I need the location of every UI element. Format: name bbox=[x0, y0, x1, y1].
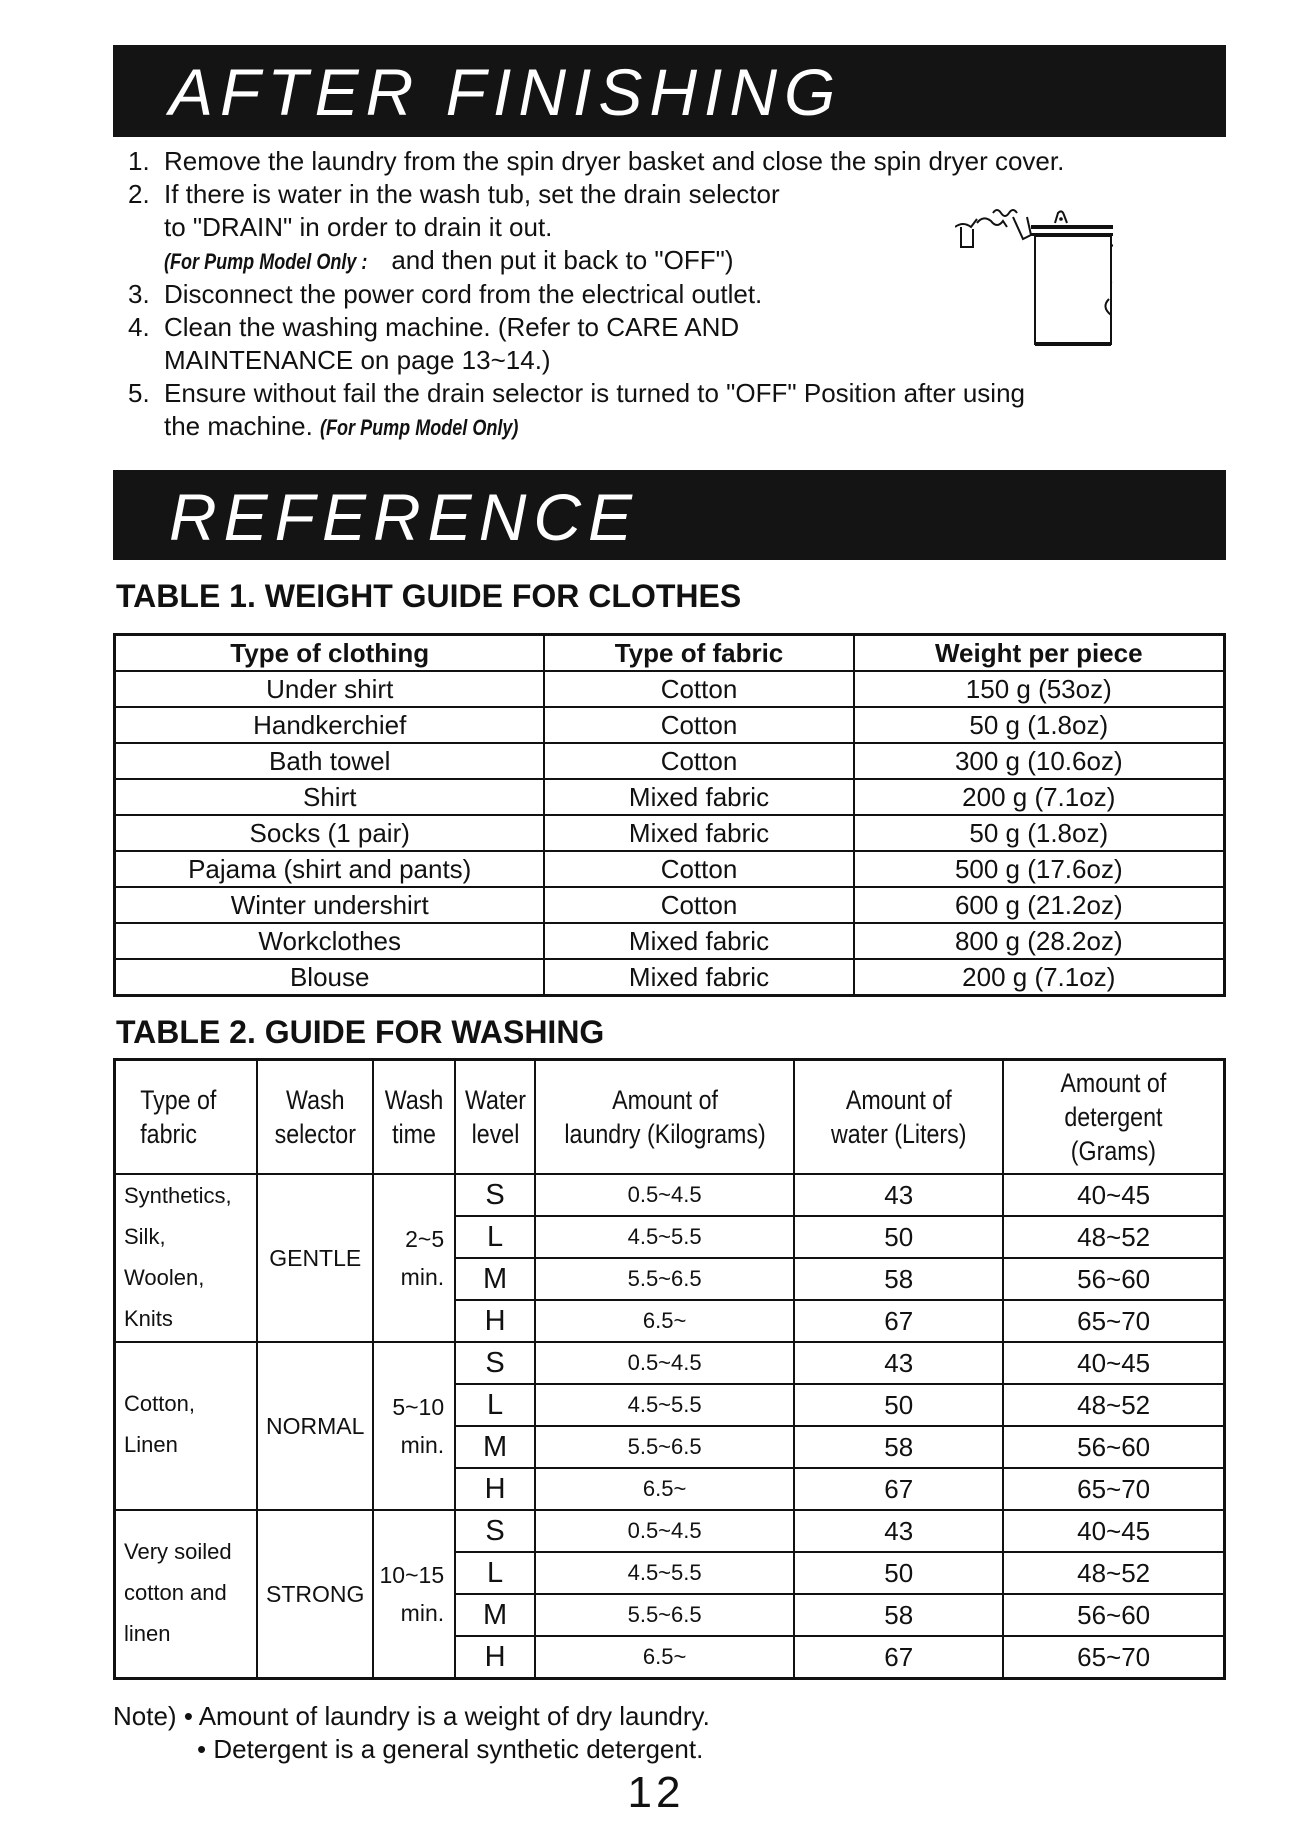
table-row bbox=[115, 923, 1225, 959]
wash-selector-cell: NORMAL bbox=[257, 1342, 373, 1510]
weight-cell: 200 g (7.1oz) bbox=[854, 959, 1225, 996]
water-level-cell: M bbox=[455, 1426, 535, 1468]
clothing-cell: Handkerchief bbox=[115, 707, 545, 743]
table-row bbox=[115, 887, 1225, 923]
header-type-of-clothing: Type of clothing bbox=[115, 635, 545, 672]
fabric-line: cotton and bbox=[124, 1580, 227, 1605]
header-wash-selector: Wash selector bbox=[257, 1060, 373, 1175]
wash-selector-cell: GENTLE bbox=[257, 1174, 373, 1342]
fabric-cell: Cotton bbox=[544, 707, 853, 743]
wash-time-line: min. bbox=[400, 1600, 445, 1626]
fabric-line: Synthetics, bbox=[124, 1183, 232, 1208]
detergent-amount-cell: 48~52 bbox=[1003, 1216, 1224, 1258]
header-wash-time: Wash time bbox=[373, 1060, 455, 1175]
detergent-amount-cell: 40~45 bbox=[1003, 1174, 1224, 1216]
water-amount-cell: 50 bbox=[794, 1216, 1003, 1258]
table-row bbox=[115, 671, 1225, 707]
step-text-line: MAINTENANCE on page 13~14.) bbox=[164, 345, 551, 375]
laundry-amount-cell: 0.5~4.5 bbox=[535, 1174, 794, 1216]
wash-time-cell bbox=[373, 1510, 455, 1679]
fabric-cell: Mixed fabric bbox=[544, 815, 853, 851]
table-row bbox=[115, 959, 1225, 996]
step-text: Remove the laundry from the spin dryer basket and close the spin dryer cover. bbox=[164, 146, 1065, 176]
clothing-cell: Bath towel bbox=[115, 743, 545, 779]
detergent-amount-cell: 48~52 bbox=[1003, 1384, 1224, 1426]
table-row bbox=[115, 1342, 1225, 1384]
laundry-amount-cell: 5.5~6.5 bbox=[535, 1594, 794, 1636]
wash-time-line: min. bbox=[400, 1264, 445, 1290]
water-amount-cell: 67 bbox=[794, 1636, 1003, 1679]
note-item: • Amount of laundry is a weight of dry laundry. bbox=[183, 1701, 710, 1731]
step-text-line bbox=[164, 410, 1208, 444]
reference-title: REFERENCE bbox=[169, 480, 640, 554]
detergent-amount-cell: 56~60 bbox=[1003, 1594, 1224, 1636]
laundry-amount-cell: 0.5~4.5 bbox=[535, 1510, 794, 1552]
table-header-row bbox=[115, 1060, 1225, 1175]
fabric-line: Very soiled bbox=[124, 1539, 232, 1564]
weight-cell: 50 g (1.8oz) bbox=[854, 815, 1225, 851]
water-level-cell: S bbox=[455, 1174, 535, 1216]
table-row bbox=[115, 1510, 1225, 1552]
detergent-amount-cell: 65~70 bbox=[1003, 1300, 1224, 1342]
step-text-line: Ensure without fail the drain selector is turned to "OFF" Position after using bbox=[164, 378, 1025, 408]
water-level-cell: L bbox=[455, 1384, 535, 1426]
table1-title: TABLE 1. WEIGHT GUIDE FOR CLOTHES bbox=[116, 578, 742, 614]
detergent-amount-cell: 40~45 bbox=[1003, 1342, 1224, 1384]
clothing-cell: Blouse bbox=[115, 959, 545, 996]
after-finishing-banner bbox=[113, 45, 1226, 137]
water-amount-cell: 43 bbox=[794, 1174, 1003, 1216]
step-5 bbox=[128, 377, 1208, 444]
water-level-cell: L bbox=[455, 1552, 535, 1594]
note-label: Note) bbox=[113, 1701, 177, 1731]
table-row bbox=[115, 743, 1225, 779]
laundry-amount-cell: 0.5~4.5 bbox=[535, 1342, 794, 1384]
water-amount-cell: 50 bbox=[794, 1384, 1003, 1426]
weight-cell: 150 g (53oz) bbox=[854, 671, 1225, 707]
header-amount-of-water: Amount of water (Liters) bbox=[794, 1060, 1003, 1175]
fabric-cell: Cotton bbox=[544, 851, 853, 887]
laundry-amount-cell: 4.5~5.5 bbox=[535, 1384, 794, 1426]
table-row bbox=[115, 779, 1225, 815]
note-item: • Detergent is a general synthetic detergent. bbox=[197, 1734, 704, 1764]
wash-selector-cell: STRONG bbox=[257, 1510, 373, 1679]
water-amount-cell: 58 bbox=[794, 1426, 1003, 1468]
water-amount-cell: 58 bbox=[794, 1258, 1003, 1300]
fabric-cell: Cotton bbox=[544, 671, 853, 707]
fabric-line: Silk, bbox=[124, 1224, 166, 1249]
step-number: 3. bbox=[128, 279, 150, 309]
step-number: 2. bbox=[128, 179, 150, 209]
laundry-amount-cell: 4.5~5.5 bbox=[535, 1216, 794, 1258]
table-row bbox=[115, 851, 1225, 887]
laundry-amount-cell: 6.5~ bbox=[535, 1468, 794, 1510]
washer-with-drain-hose-icon bbox=[955, 205, 1113, 355]
pump-note-text: and then put it back to "OFF") bbox=[384, 245, 734, 275]
clothing-cell: Shirt bbox=[115, 779, 545, 815]
water-amount-cell: 43 bbox=[794, 1510, 1003, 1552]
detergent-amount-cell: 65~70 bbox=[1003, 1468, 1224, 1510]
table-row bbox=[115, 707, 1225, 743]
wash-time-cell bbox=[373, 1342, 455, 1510]
water-level-cell: L bbox=[455, 1216, 535, 1258]
fabric-type-cell bbox=[115, 1342, 258, 1510]
water-amount-cell: 58 bbox=[794, 1594, 1003, 1636]
header-type-of-fabric: Type of fabric bbox=[115, 1060, 258, 1175]
water-level-cell: S bbox=[455, 1510, 535, 1552]
wash-time-line: 5~10 bbox=[392, 1394, 445, 1420]
weight-cell: 500 g (17.6oz) bbox=[854, 851, 1225, 887]
pump-note-label: (For Pump Model Only : bbox=[164, 249, 368, 274]
laundry-amount-cell: 6.5~ bbox=[535, 1636, 794, 1679]
weight-cell: 300 g (10.6oz) bbox=[854, 743, 1225, 779]
detergent-amount-cell: 56~60 bbox=[1003, 1258, 1224, 1300]
fabric-cell: Mixed fabric bbox=[544, 779, 853, 815]
table2-title: TABLE 2. GUIDE FOR WASHING bbox=[116, 1014, 605, 1050]
wash-time-cell bbox=[373, 1174, 455, 1342]
detergent-amount-cell: 40~45 bbox=[1003, 1510, 1224, 1552]
laundry-amount-cell: 5.5~6.5 bbox=[535, 1258, 794, 1300]
fabric-line: Linen bbox=[124, 1432, 178, 1457]
pump-note-label: (For Pump Model Only) bbox=[320, 415, 519, 440]
detergent-amount-cell: 56~60 bbox=[1003, 1426, 1224, 1468]
step-number: 1. bbox=[128, 146, 150, 176]
step-number: 4. bbox=[128, 312, 150, 342]
reference-banner bbox=[113, 470, 1226, 560]
clothing-cell: Pajama (shirt and pants) bbox=[115, 851, 545, 887]
step-text: the machine. bbox=[164, 411, 313, 441]
header-amount-of-laundry: Amount of laundry (Kilograms) bbox=[535, 1060, 794, 1175]
fabric-cell: Mixed fabric bbox=[544, 923, 853, 959]
weight-cell: 200 g (7.1oz) bbox=[854, 779, 1225, 815]
water-level-cell: H bbox=[455, 1636, 535, 1679]
table-row bbox=[115, 815, 1225, 851]
laundry-amount-cell: 6.5~ bbox=[535, 1300, 794, 1342]
water-level-cell: M bbox=[455, 1594, 535, 1636]
header-amount-of-detergent: Amount of detergent (Grams) bbox=[1003, 1060, 1224, 1175]
fabric-type-cell bbox=[115, 1510, 258, 1679]
water-level-cell: H bbox=[455, 1300, 535, 1342]
table-header-row bbox=[115, 635, 1225, 672]
table-row bbox=[115, 1174, 1225, 1216]
wash-time-line: 2~5 bbox=[405, 1226, 445, 1252]
water-level-cell: S bbox=[455, 1342, 535, 1384]
fabric-line: Woolen, bbox=[124, 1265, 205, 1290]
step-text-line: to "DRAIN" in order to drain it out. bbox=[164, 212, 553, 242]
clothing-cell: Winter undershirt bbox=[115, 887, 545, 923]
fabric-cell: Cotton bbox=[544, 887, 853, 923]
step-text: Disconnect the power cord from the electrical outlet. bbox=[164, 279, 763, 309]
fabric-type-cell bbox=[115, 1174, 258, 1342]
detergent-amount-cell: 48~52 bbox=[1003, 1552, 1224, 1594]
water-level-cell: M bbox=[455, 1258, 535, 1300]
header-weight-per-piece: Weight per piece bbox=[854, 635, 1225, 672]
weight-cell: 800 g (28.2oz) bbox=[854, 923, 1225, 959]
clothing-cell: Under shirt bbox=[115, 671, 545, 707]
fabric-line: Knits bbox=[124, 1306, 173, 1331]
fabric-cell: Cotton bbox=[544, 743, 853, 779]
weight-cell: 50 g (1.8oz) bbox=[854, 707, 1225, 743]
water-amount-cell: 50 bbox=[794, 1552, 1003, 1594]
fabric-line: Cotton, bbox=[124, 1391, 195, 1416]
fabric-line: linen bbox=[124, 1621, 171, 1646]
laundry-amount-cell: 4.5~5.5 bbox=[535, 1552, 794, 1594]
step-text-line: Clean the washing machine. (Refer to CARE AND bbox=[164, 312, 740, 342]
wash-time-line: 10~15 bbox=[379, 1562, 445, 1588]
water-amount-cell: 67 bbox=[794, 1300, 1003, 1342]
step-1 bbox=[128, 145, 1208, 178]
header-water-level: Water level bbox=[455, 1060, 535, 1175]
weight-cell: 600 g (21.2oz) bbox=[854, 887, 1225, 923]
step-number: 5. bbox=[128, 378, 150, 408]
detergent-amount-cell: 65~70 bbox=[1003, 1636, 1224, 1679]
water-level-cell: H bbox=[455, 1468, 535, 1510]
washing-guide-table bbox=[113, 1058, 1226, 1680]
page-number: 12 bbox=[627, 1768, 685, 1817]
header-type-of-fabric: Type of fabric bbox=[544, 635, 853, 672]
laundry-amount-cell: 5.5~6.5 bbox=[535, 1426, 794, 1468]
clothing-cell: Workclothes bbox=[115, 923, 545, 959]
water-amount-cell: 43 bbox=[794, 1342, 1003, 1384]
step-text-line: If there is water in the wash tub, set the drain selector bbox=[164, 179, 780, 209]
clothing-cell: Socks (1 pair) bbox=[115, 815, 545, 851]
wash-time-line: min. bbox=[400, 1432, 445, 1458]
fabric-cell: Mixed fabric bbox=[544, 959, 853, 996]
note bbox=[113, 1700, 710, 1766]
after-finishing-title: AFTER FINISHING bbox=[169, 55, 843, 129]
weight-guide-table bbox=[113, 633, 1226, 997]
water-amount-cell: 67 bbox=[794, 1468, 1003, 1510]
